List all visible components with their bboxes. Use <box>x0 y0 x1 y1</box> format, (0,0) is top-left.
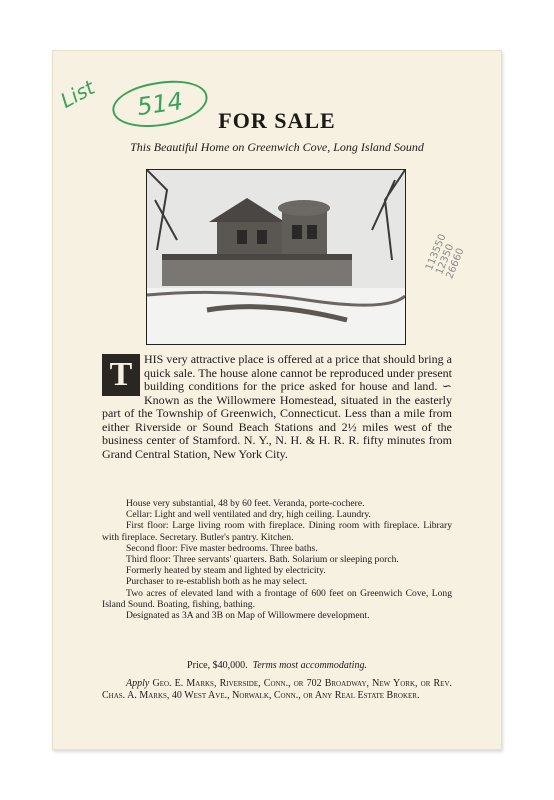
apply-block <box>102 678 452 701</box>
intro-text: HIS very attractive place is offered at a price that should bring a quick sale. The house alone cannot be reproduced under present building conditions for the price asked for house and land. ∽ Known as the Willowmere Homestead, situated in the easterly part of the Township of Greenwich, Connecticut. Less than a mile from either Riverside or Sound Beach Stations and 2½ miles west of the business center of Stamford. N. Y., N. H. & H. R. R. fifty minutes from Grand Central Station, New York City. <box>102 352 452 461</box>
page-title: FOR SALE <box>218 108 336 133</box>
pencil-calculation: 113550 12350 26660 <box>424 232 467 281</box>
price-terms: Terms most accommodating. <box>252 660 367 671</box>
details-block <box>102 498 452 621</box>
price-line <box>52 660 502 671</box>
intro-paragraph <box>102 353 452 461</box>
page-subtitle: This Beautiful Home on Greenwich Cove, Long Island Sound <box>130 140 424 154</box>
handwritten-circled-number: 514 <box>109 76 210 133</box>
flyer-page <box>52 50 502 750</box>
house-photo-image <box>147 170 405 344</box>
house-photo <box>146 169 406 345</box>
detail-line: Cellar: Light and well ventilated and dry, high ceiling. Laundry. <box>126 509 371 521</box>
detail-line: Formerly heated by steam and lighted by electricity. <box>126 565 326 577</box>
handwritten-list-note: List <box>56 75 99 113</box>
detail-line: Third floor: Three servants' quarters. Bath. Solarium or sleeping porch. <box>126 554 399 566</box>
detail-line: Two acres of elevated land with a frontage of 600 feet on Greenwich Cove, Long Island Sound. Boating, fishing, bathing. <box>102 587 452 610</box>
drop-cap: T <box>102 354 140 396</box>
apply-lead: Apply <box>126 678 150 689</box>
price-label: Price, $40,000. <box>187 660 248 671</box>
detail-line: House very substantial, 48 by 60 feet. Veranda, porte-cochere. <box>126 498 365 509</box>
detail-line: First floor: Large living room with fireplace. Dining room with fireplace. Library with fireplace. Secretary. Butler's pantry. Kitchen. <box>102 520 452 543</box>
detail-line: Purchaser to re-establish both as he may select. <box>126 576 308 588</box>
apply-text: Geo. E. Marks, Riverside, Conn., or 702 Broadway, New York, or Rev. Chas. A. Marks, 40 West Ave., Norwalk, Conn., or Any Real Estate Broker. <box>102 678 453 701</box>
detail-line: Designated as 3A and 3B on Map of Willowmere development. <box>126 610 370 622</box>
detail-line: Second floor: Five master bedrooms. Three baths. <box>126 542 318 554</box>
